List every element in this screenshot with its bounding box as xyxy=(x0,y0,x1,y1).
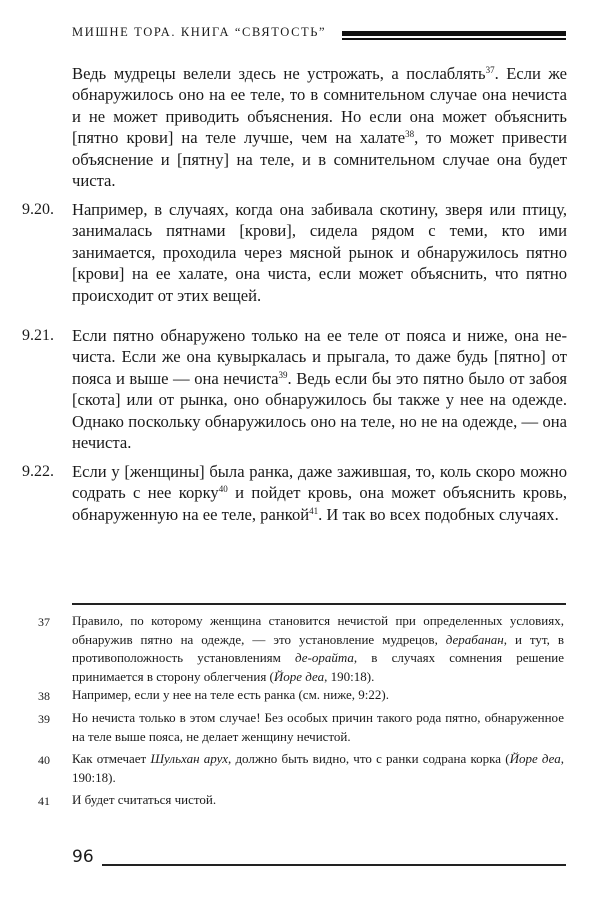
running-head xyxy=(72,22,566,42)
footnote-ref-39[interactable]: 39 xyxy=(278,369,288,380)
intro-paragraph: Ведь мудрецы велели здесь не устрожать, а послаблять$^{37}$. Если же обнаружилось оно на ее теле, то в сомнительном случае она нечиста и не может приводить объяснения. Но если она может объяснить [пятно крови] на теле лучше, чем на халате$^{38}$, то может привести объяснение и [пятну] на теле, и в сомнительном случае она будет чиста. xyxy=(72,64,568,191)
page-footer xyxy=(72,847,566,871)
paragraph-number: 9.21. xyxy=(22,327,54,344)
footnote-40: 40 Как отмечает Шульхан арух, должно быть видно, что с ранки содрана корка (Йоре деа, 190:18). xyxy=(38,751,565,785)
paragraph-9-21: 9.21. Если пятно обнаружено только на ее теле от пояса и ниже, она нечиста. Если же она кувыркалась и прыгала, то даже будь [пятно] от пояса и выше — она нечиста$^{39}$. Ведь если бы это пятно было от забоя [скота] или от рынка, оно обнаружилось бы также у нее на одежде. Однако поскольку обнаружилось оно на теле, но не на одежде, — она нечиста. xyxy=(22,326,568,453)
paragraph-number: 9.22. xyxy=(22,463,54,480)
running-head-thin-rule xyxy=(342,38,566,40)
footnote-number: 39 xyxy=(38,712,50,726)
footnote-number: 40 xyxy=(38,753,50,767)
footnote-39: 39 Но нечиста только в этом случае! Без особых причин такого рода пятно, обнаруженное на теле выше пояса, не делает женщину нечистой. xyxy=(38,710,564,744)
page-number: 96 xyxy=(72,847,94,867)
footnote-ref-40[interactable]: 40 xyxy=(218,484,228,495)
footnote-number: 41 xyxy=(38,794,50,808)
paragraph-number: 9.20. xyxy=(22,201,54,218)
running-head-thick-rule xyxy=(342,31,566,36)
footnote-ref-38[interactable]: 38 xyxy=(405,129,415,140)
paragraph-9-20 xyxy=(22,199,567,306)
footnote-41: 41 И будет считаться чистой. xyxy=(72,791,564,810)
paragraph-9-22: 9.22. Если у [женщины] была ранка, даже зажившая, то, коль скоро можно содрать с нее корку$^{40}$ и пойдет кровь, она может объяснить кровь, обнаруженную на ее теле, ранкой$^{41}$. И так во всех подобных случаях. xyxy=(22,462,567,524)
footnote-37: 37 Правило, по которому женщина становится нечистой при определенных условиях, обнаружив пятно на одежде, — это установление мудрецов, дерабанан, и тут, в противоположность установлениям де-орайта, в случаях сомнения решение принимается в сторону облегчения (Йоре деа, 190:18). xyxy=(38,613,565,684)
footnote-38: 38 Например, если у нее на теле есть ранка (см. ниже, 9:22). xyxy=(72,686,564,705)
running-head-title: МИШНЕ ТОРА. КНИГА “СВЯТОСТЬ” xyxy=(72,25,327,39)
footnote-ref-41[interactable]: 41 xyxy=(309,505,319,516)
footnote-number: 38 xyxy=(38,689,50,703)
paragraph-text: Например, в случаях, когда она забивала скотину, зверя или птицу, занималась пятнами [крови], сидела рядом с теми, кто ими занимается, проходила через мясной рынок и обнаружилось пятно [крови] на ее халате, она чиста, если может объяснить, что пятно происходит от этих вещей. xyxy=(72,200,567,305)
footnote-number: 37 xyxy=(38,615,50,629)
footer-rule xyxy=(102,864,566,866)
footnote-ref-37[interactable]: 37 xyxy=(485,65,495,75)
footnote-separator xyxy=(72,603,566,605)
